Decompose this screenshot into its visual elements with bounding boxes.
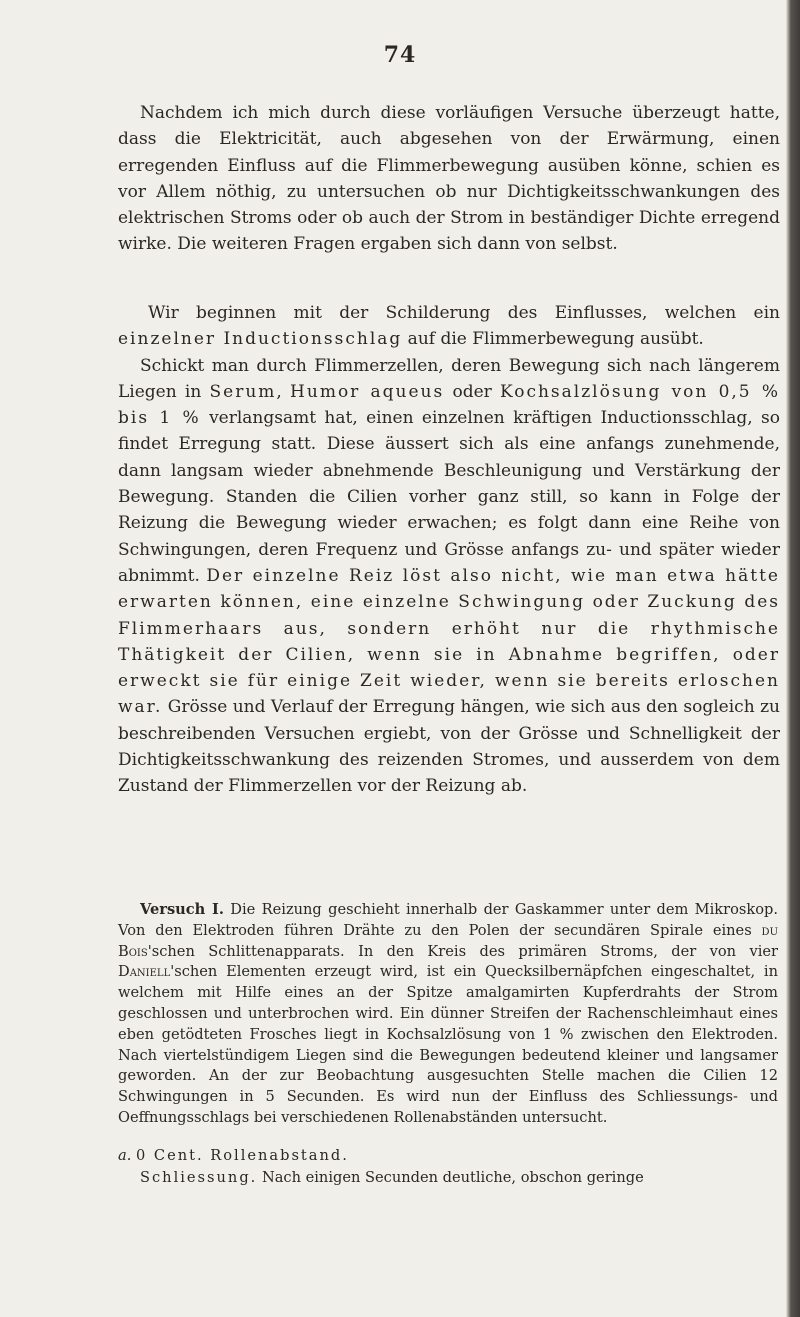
text-run: oder <box>444 381 500 402</box>
paragraph-intro: Nachdem ich mich durch diese vorläufigen Versuche überzeugt hatte, dass die Elektricität, auch abgesehen von der Erwärmung, einen erregenden Einfluss auf die Flimmerbewegung ausüben könne, schien es vor Allem nöthig, zu untersuchen ob nur Dichtigkeitsschwankungen des elektrischen Stroms oder ob auch der Strom in beständiger Dichte erregend wirke. Die weiteren Fragen ergaben sich dann von selbst. <box>118 103 780 255</box>
subsection-title: 0 Cent. Rollenabstand. <box>135 1147 349 1164</box>
paragraph-single-induction <box>118 300 780 800</box>
text-run: Grösse und Verlauf der Erregung hängen, wie sich aus den sogleich zu beschreibenden Versuchen ergiebt, von der Grösse und Schnelligkeit der Dichtigkeitsschwankung des reizenden Stromes, und ausserdem von dem Zustand der Flimmerzellen vor der Reizung ab. <box>118 697 780 797</box>
author-name: Daniell <box>118 963 171 981</box>
paragraph-lead <box>118 300 780 353</box>
author-name: du Bois <box>118 921 778 960</box>
text-run: , <box>276 381 291 402</box>
text-run: Schickt man durch Flimmerzellen, deren Bewegung sich nach längerem Liegen in <box>118 355 780 402</box>
text-run: 'schen Elementen erzeugt wird, ist ein Quecksilbernäpfchen eingeschaltet, in welchem mit Hilfe eines an der Spitze amalgamirten Kupferdrahts der Strom geschlossen und unterbrochen wird. Ein dünner Streifen der Rachenschleimhaut eines eben getödteten Frosches liegt in Kochsalzlösung von 1 % zwischen den Elektroden. Nach viertelstündigem Liegen sind die Bewegungen bedeutend kleiner und langsamer geworden. An der zur Beobachtung ausgesuchten Stelle machen die Cilien 12 Schwingungen in 5 Secunden. Es wird nun der Einfluss des Schliessungs- und Oeffnungsschlags bei verschiedenen Rollenabständen untersucht. <box>118 963 778 1126</box>
emphasized-passage: Der einzelne Reiz löst also nicht, wie man etwa hätte erwarten können, eine einzelne Schwingung oder Zuckung des Flimmerhaars aus, sondern erhöht nur die rhythmische Thätigkeit der Cilien, wenn sie in Abnahme begriffen, oder erweckt sie für einige Zeit wieder, wenn sie bereits erloschen war. <box>118 565 780 718</box>
closing-line <box>118 1169 778 1186</box>
spaced-term: Humor aqueus <box>290 381 445 402</box>
text-run: Die Reizung geschieht innerhalb der Gaskammer unter dem Mikroskop. Von den Elektroden führen Drähte zu den Polen der secundären Spirale eines <box>118 901 778 939</box>
text-run: Wir beginnen mit der Schilderung des Einflusses, welchen ein <box>148 303 780 323</box>
spaced-term: Schliessung. <box>140 1169 258 1186</box>
experiment-paragraph <box>118 900 778 1129</box>
experiment-label: Versuch I. <box>140 901 224 918</box>
text-run: Nach einigen Secunden deutliche, obschon geringe <box>257 1169 644 1186</box>
text-run: auf die Flimmerbewegung ausübt. <box>402 329 704 350</box>
subsection-heading <box>118 1147 778 1164</box>
page-edge-shadow <box>786 0 800 1317</box>
page-number: 74 <box>383 42 417 68</box>
spaced-term: Kochsalzlösung von 0,5 % bis 1 % <box>118 381 780 429</box>
spaced-term: einzelner Inductionsschlag <box>118 329 403 350</box>
text-run: verlangsamt hat, einen einzelnen kräftigen Inductionsschlag, so findet Erregung statt. Diese äussert sich als eine anfangs zunehmende, dann langsam wieder abnehmende Beschleunigung und Verstärkung der Bewegung. Standen die Cilien vorher ganz still, so kann in Folge der Reizung die Bewegung wieder erwachen; es folgt dann eine Reihe von Schwingungen, deren Frequenz und Grösse anfangs zu- und später wieder abnimmt. <box>118 408 781 586</box>
paragraph-body <box>118 353 780 800</box>
spaced-term: Serum <box>209 381 277 402</box>
subsection-label: a. <box>118 1147 132 1164</box>
text-run: 'schen Schlittenapparats. In den Kreis des primären Stroms, der von vier <box>147 942 778 960</box>
